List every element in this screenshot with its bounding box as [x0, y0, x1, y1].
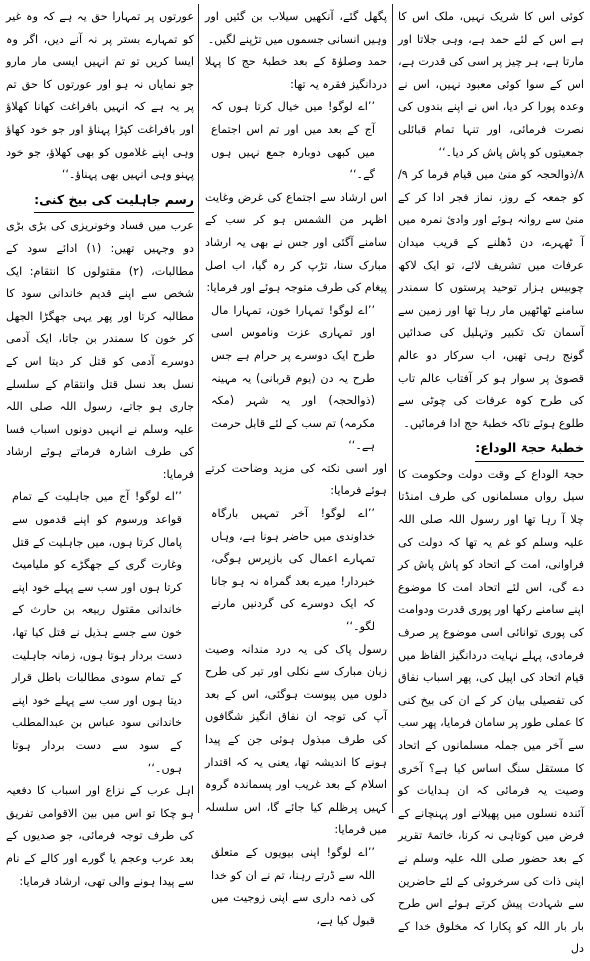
quoted-passage: ’’اے لوگو! تمہارا خون، تمہارا مال اور تمہاری عزت وناموس اسی طرح ایک دوسرے پر حرام ہے جس طرح یہ دن (یوم قربانی) یہ مہینہ (ذوالحجہ) اور یہ شہر (مکہ مکرمہ) تم سب کے لئے قابل حرمت ہے۔‘‘ [211, 303, 375, 453]
section-heading: خطبۂ حجۃ الوداع: [475, 437, 584, 462]
section-heading: رسم جاہلیت کی بیخ کنی: [34, 189, 194, 214]
paragraph: اور اسی نکتہ کی مزید وضاحت کرتے ہوئے فرمایا: [205, 461, 387, 498]
paragraph: اہل عرب کے نزاع اور اسباب کا دفعیہ ہو چکا تو اس میں بین الاقوامی تفریق کی طرف توجہ فرمائی، جو صدیوں کے بعد عرب وعجم یا گورے اور کالے کے نام سے پیدا ہونے والی تھی، ارشاد فرمایا: [6, 784, 194, 888]
paragraph: حمد وصلوٰۃ کے بعد خطبۂ حج کا پہلا دردانگیز فقرہ یہ تھا: [205, 55, 387, 91]
column-divider [198, 4, 199, 813]
left-column [6, 6, 194, 888]
paragraph: عرب میں فساد وخونریزی کی بڑی بڑی دو وجہیں تھیں: (۱) ادائے سود کے مطالبات، (۲) مقتولوں کا انتقام: ایک شخص سے اپنے قدیم خاندانی سود کا مطالبہ کرتا اور پھر یہی جھگڑا الجھل کر خون کا سمندر بن جاتا، ایک آدمی دوسرے آدمی کو قتل کر دیتا اس کے نسل بعد نسل قتل وانتقام کے سلسلے جاری ہو جاتے، رسول اللہ صلی اللہ علیہ وسلم نے انہیں دونوں اسباب فسا کی طرف اشارہ فرماتے ہوئے ارشاد فرمایا: [6, 219, 194, 481]
quoted-passage: ’’اے لوگو! آخر تمہیں بارگاہ خداوندی میں حاضر ہونا ہے، وہاں تمہارے اعمال کی بازپرس ہوگی، خبردار! میرے بعد گمراہ نہ ہو جانا کہ ایک دوسرے کی گردنیں مارنے لگو۔‘‘ [211, 507, 375, 634]
middle-column [205, 6, 387, 927]
paragraph: اس ارشاد سے اجتماع کی غرض وغایت اظہر من الشمس ہو کر سب کے سامنے آگئی اور جس نے بھی یہ ارشاد مبارک سنا، تڑپ کر رہ گیا، اب اصل پیغام کی طرف متوجہ ہوئے اور فرمایا: [205, 190, 387, 295]
paragraph: پگھل گئے، آنکھیں سیلاب بن گئیں اور وہیں انسانی جسموں میں تڑپنے لگیں۔ [205, 10, 387, 46]
paragraph: کوئی اس کا شریک نہیں، ملک اس کا ہے اس کے لئے حمد ہے، وہی جلاتا اور مارتا ہے، ہر چیز پر اسی کی قدرت ہے، اس کے سوا کوئی معبود نہیں، اس نے وعدہ پورا کر دیا، اس نے اپنے بندوں کی نصرت فرمائی، اور تنہا تمام قبائلی جمعیتوں کو پاش پاش کر دیا۔‘‘ [398, 10, 584, 159]
paragraph: عورتوں پر تمہارا حق یہ ہے کہ وہ غیر کو تمہارے بستر پر نہ آنے دیں، اگر وہ ایسا کریں تو تم انہیں ایسی مار مارو جو نمایاں نہ ہو اور عورتوں کا حق تم پر یہ ہے کہ انہیں بافراغت کھانا کھلاؤ اور بافراغت کپڑا پہناؤ اور جو خود کھاؤ وہی اپنے غلاموں کو بھی کھلاؤ، جو خود پہنو وہی انہیں بھی پہناؤ۔‘‘ [6, 10, 194, 182]
right-column [398, 6, 584, 956]
paragraph: رسول پاک کی یہ درد مندانہ وصیت زبان مبارک سے نکلی اور تیر کی طرح دلوں میں پیوست ہوگئی، اس کے بعد آپ کی توجہ ان نفاق انگیز شگافوں کی طرف مبذول ہوئی جن کے پیدا ہونے کا اندیشہ تھا، یعنی یہ کہ اقتدار اسلام کے بعد غریب اور پسماندہ گروہ کہیں پرظلم کیا جائے گا، اس سلسلہ میں فرمایا: [205, 642, 387, 837]
paragraph: حجۃ الوداع کے وقت دولت وحکومت کا سیل رواں مسلمانوں کی طرف امنڈتا چلا آ رہا تھا اور رسول اللہ صلی اللہ علیہ وسلم کو غم یہ تھا کہ دولت کی فراوانی، امت کے اتحاد کو پاش پاش کر دے گی، اس لئے اتحاد امت کا موضوع اپنے سامنے رکھا اور پوری قدرت ودوامت کی پوری توانائی اسی موضوع پر صرف فرمادی، پہلے نہایت دردانگیز الفاظ میں قیام اتحاد کی اپیل کی، پھر اسباب نفاق کی تفصیلی بیان کر کے ان کی بیخ کنی کا عملی طور پر سامان فرمایا، پھر سب سے آخر میں جملہ مسلمانوں کے اتحاد کا مستقل سنگ اساس کیا ہے؟ آخری وصیت یہ فرمائی کہ ان ہدایات کو آئندہ نسلوں میں پھیلانے اور پہنچانے کے فرض میں کوتاہی نہ کرنا، خاتمۂ تقریر کے بعد حضور صلی اللہ علیہ وسلم نے اپنی ذات کی سرخروئی کے لئے حاضرین سے شہادت پیش کرتے ہوئے اس طرح بار بار اللہ کو پکارا کہ مخلوق خدا کے دل [398, 467, 584, 956]
paragraph: ۸/ذوالحجہ کو منیٰ میں قیام فرما کر ۹/کو جمعہ کے روز، نماز فجر ادا کر کے منیٰ سے روانہ ہوئے اور وادیٔ نمرہ میں آ ٹھہرے، دن ڈھلنے کے قریب میدان عرفات میں تشریف لائے، تو ایک لاکھ چوبیس ہزار توحید پرستوں کا سمندر سامنے ٹھاٹھیں مار رہا تھا اور زمین سے آسمان تک تکبیر وتہلیل کی صدائیں گونج رہی تھیں، اب سرکار دو عالم قصویٰ پر سوار ہو کر آفتاب عالم تاب کی طرح کوہ عرفات کی چوٹی سے طلوع ہوئے تاکہ خطبۂ حج ادا فرمائیں۔ [398, 168, 584, 430]
column-divider [392, 4, 393, 813]
quoted-passage: ’’اے لوگو! اپنی بیویوں کے متعلق اللہ سے ڈرتے رہنا، تم نے ان کو خدا کی ذمہ داری سے اپنی زوجیت میں قبول کیا ہے، [211, 845, 375, 927]
quoted-passage: ’’اے لوگو! آج میں جاہلیت کے تمام قواعد ورسوم کو اپنے قدموں سے پامال کرتا ہوں، میں جاہلیت کے قتل وغارت گری کے جھگڑے کو ملیامیٹ کرتا ہوں اور سب سے پہلے خود اپنے خاندانی مقتول ربیعہ بن حارث کے خون سے جسے ہذیل نے قتل کیا تھا، دست بردار ہوتا ہوں، زمانہ جاہلیت کے تمام سودی مطالبات باطل قرار دیتا ہوں اور سب سے پہلے خود اپنے خاندانی سود عباس بن عبدالمطلب کے سود سے دست بردار ہوتا ہوں۔‘‘ [12, 490, 182, 775]
quoted-passage: ’’اے لوگو! میں خیال کرتا ہوں کہ آج کے بعد میں اور تم اس اجتماع میں کبھی دوبارہ جمع نہیں ہوں گے۔‘‘ [211, 100, 375, 182]
